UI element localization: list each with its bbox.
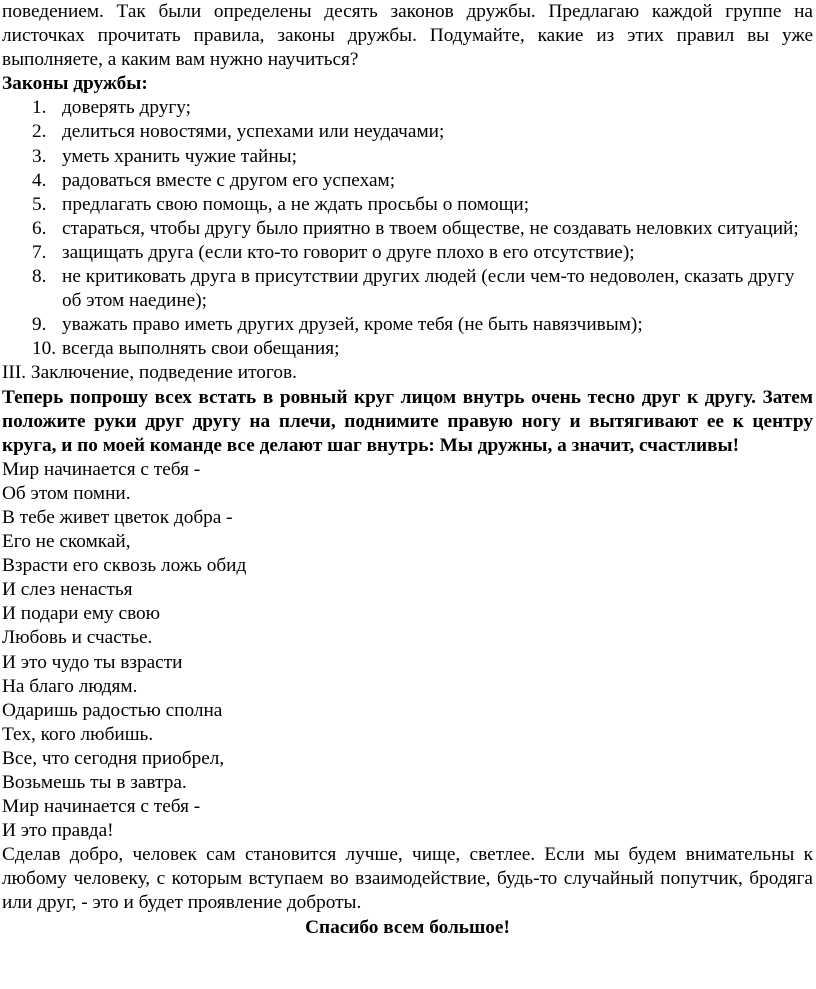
poem-line: На благо людям. (2, 675, 138, 697)
poem-line: Любовь и счастье. (2, 627, 153, 649)
poem-line: Тех, кого любишь. (2, 723, 154, 745)
poem-line: Взрасти его сквозь ложь обид (2, 555, 247, 577)
list-item-text: стараться, чтобы другу было приятно в твоем обществе, не создавать неловких ситуаций; (62, 217, 799, 239)
list-item-number: 3. (32, 145, 47, 167)
poem-line: Все, что сегодня приобрел, (2, 747, 225, 769)
list-item-text: уважать право иметь других друзей, кроме тебя (не быть навязчивым); (62, 314, 643, 336)
list-item-number: 4. (32, 169, 47, 191)
list-item-text: всегда выполнять свои обещания; (62, 338, 340, 360)
poem-line: Мир начинается с тебя - (2, 458, 201, 480)
laws-heading: Законы дружбы: (2, 73, 148, 95)
poem-line: Об этом помни. (2, 482, 131, 504)
section-three-heading: III. Заключение, подведение итогов. (2, 362, 297, 384)
list-item (2, 145, 813, 169)
list-item (2, 313, 813, 337)
poem-line: В тебе живет цветок добра - (2, 506, 233, 528)
list-item-text: уметь хранить чужие тайны; (62, 145, 297, 167)
list-item-number: 10. (32, 338, 57, 360)
laws-list (2, 96, 813, 361)
list-item (2, 241, 813, 265)
list-item-number: 9. (32, 314, 47, 336)
poem-line: И слез ненастья (2, 579, 133, 601)
list-item (2, 120, 813, 144)
list-item-number: 1. (32, 97, 47, 119)
list-item (2, 169, 813, 193)
list-item-text: радоваться вместе с другом его успехам; (62, 169, 396, 191)
list-item-number: 7. (32, 241, 47, 263)
list-item-number: 2. (32, 121, 47, 143)
intro-paragraph: поведением. Так были определены десять законов дружбы. Предлагаю каждой группе на листочках прочитать правила, законы дружбы. Подумайте, какие из этих правил вы уже выполняете, а каким вам нужно научиться? (2, 1, 813, 71)
poem (2, 458, 813, 844)
list-item (2, 337, 813, 361)
list-item-text: доверять другу; (62, 97, 192, 119)
poem-line: И это чудо ты взрасти (2, 651, 183, 673)
thanks-line: Спасибо всем большое! (305, 916, 510, 938)
closing-paragraph: Сделав добро, человек сам становится лучше, чище, светлее. Если мы будем внимательны к любому человеку, с которым вступаем во взаимодействие, будь-то случайный попутчик, бродяга или друг, - это и будет проявление доброты. (2, 844, 813, 914)
poem-line: Одаришь радостью сполна (2, 699, 223, 721)
list-item-number: 6. (32, 217, 47, 239)
list-item-number: 5. (32, 193, 47, 215)
poem-line: И подари ему свою (2, 603, 161, 625)
poem-line: Его не скомкай, (2, 531, 131, 553)
list-item-text: делиться новостями, успехами или неудачами; (62, 121, 445, 143)
list-item (2, 193, 813, 217)
list-item (2, 96, 813, 120)
list-item-text: защищать друга (если кто-то говорит о друге плохо в его отсутствие); (62, 241, 635, 263)
list-item (2, 265, 813, 313)
poem-line: Возьмешь ты в завтра. (2, 772, 187, 793)
list-item-number: 8. (32, 266, 47, 288)
list-item-text: не критиковать друга в присутствии других людей (если чем-то недоволен, сказать другу об этом наедине); (62, 266, 795, 312)
list-item (2, 217, 813, 241)
poem-line: И это правда! (2, 820, 114, 842)
bold-instruction: Теперь попрошу всех встать в ровный круг лицом внутрь очень тесно друг к другу. Затем положите руки друг другу на плечи, поднимите правую ногу и вытягивают ее к центру круга, и по моей команде все делают шаг внутрь: Мы дружны, а значит, счастливы! (2, 386, 813, 456)
list-item-text: предлагать свою помощь, а не ждать просьбы о помощи; (62, 193, 530, 215)
poem-line: Мир начинается с тебя - (2, 796, 201, 818)
